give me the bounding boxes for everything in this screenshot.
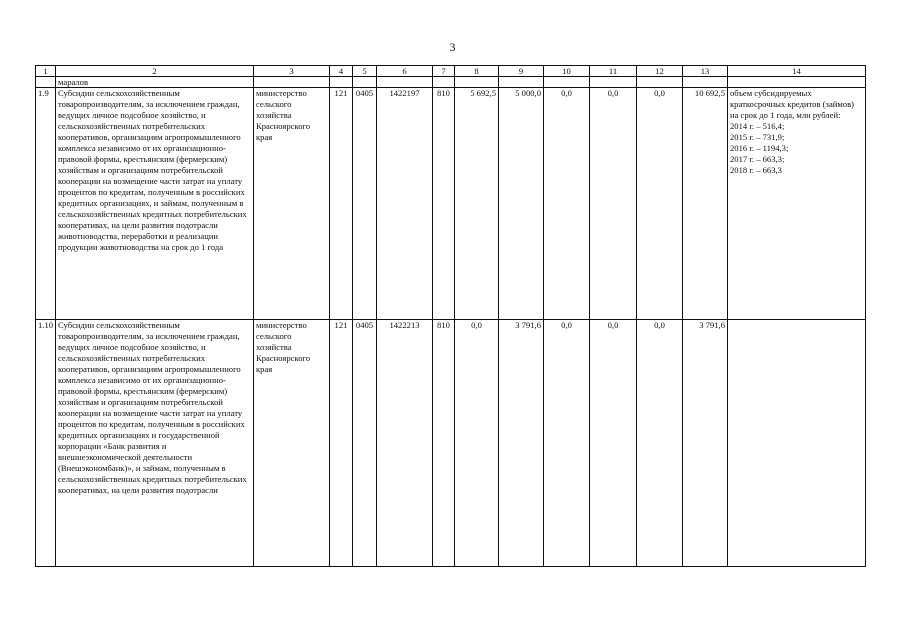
expense-type-code: 810 bbox=[433, 320, 455, 567]
amount-col11: 0,0 bbox=[590, 320, 637, 567]
program-table bbox=[35, 65, 866, 567]
header-cell: 3 bbox=[254, 66, 330, 77]
amount-col8: 0,0 bbox=[455, 320, 499, 567]
header-cell: 11 bbox=[590, 66, 637, 77]
header-cell: 7 bbox=[433, 66, 455, 77]
header-cell: 2 bbox=[56, 66, 254, 77]
amount-col12: 0,0 bbox=[637, 88, 683, 320]
header-cell: 12 bbox=[637, 66, 683, 77]
row-number: 1.10 bbox=[36, 320, 56, 567]
amount-col10: 0,0 bbox=[544, 320, 590, 567]
table-row bbox=[36, 88, 866, 320]
header-cell: 5 bbox=[353, 66, 377, 77]
table-row bbox=[36, 320, 866, 567]
grbs-code: 121 bbox=[330, 88, 353, 320]
expected-result bbox=[728, 320, 866, 567]
amount-col12: 0,0 bbox=[637, 320, 683, 567]
grbs-code: 121 bbox=[330, 320, 353, 567]
header-cell: 14 bbox=[728, 66, 866, 77]
amount-col10: 0,0 bbox=[544, 88, 590, 320]
section-code: 0405 bbox=[353, 88, 377, 320]
continuation-row bbox=[36, 77, 866, 88]
target-code: 1422213 bbox=[377, 320, 433, 567]
header-cell: 1 bbox=[36, 66, 56, 77]
target-code: 1422197 bbox=[377, 88, 433, 320]
header-row bbox=[36, 66, 866, 77]
expected-result bbox=[728, 88, 866, 320]
section-code: 0405 bbox=[353, 320, 377, 567]
measure-name: Субсидии сельскохозяйственным товаропроизводителям, за исключением граждан, ведущих личное подсобное хозяйство, и сельскохозяйственных потребительских кооперативов, организациям агропромышленного комплекса независимо от их организационно-правовой формы, крестьянским (фермерским) хозяйствам и организациям потребительской кооперации на возмещение части затрат на уплату процентов по кредитам, полученным в российских кредитных организациях и государственной корпорации «Банк развития и внешнеэкономической деятельности (Внешэкономбанк)», и займам, полученным в сельскохозяйственных кредитных потребительских кооперативах, на цели развития подотрасли bbox=[56, 320, 254, 567]
header-cell: 6 bbox=[377, 66, 433, 77]
ministry-name: министерство сельского хозяйства Красноярского края bbox=[254, 320, 330, 567]
header-cell: 13 bbox=[683, 66, 728, 77]
header-cell: 8 bbox=[455, 66, 499, 77]
amount-col9: 3 791,6 bbox=[499, 320, 544, 567]
amount-col11: 0,0 bbox=[590, 88, 637, 320]
header-cell: 10 bbox=[544, 66, 590, 77]
page-number: 3 bbox=[449, 40, 456, 54]
continuation-text: маралов bbox=[56, 77, 254, 88]
year-value: 2016 г. – 1194,3; bbox=[730, 143, 789, 153]
year-value: 2014 г. – 516,4; bbox=[730, 121, 785, 131]
ministry-name: министерство сельского хозяйства Красноярского края bbox=[254, 88, 330, 320]
year-value: 2015 г. – 731,9; bbox=[730, 132, 785, 142]
row-number: 1.9 bbox=[36, 88, 56, 320]
amount-col8: 5 692,5 bbox=[455, 88, 499, 320]
header-cell: 9 bbox=[499, 66, 544, 77]
amount-col9: 5 000,0 bbox=[499, 88, 544, 320]
result-title: объем субсидируемых краткосрочных кредитов (займов) на срок до 1 года, млн рублей: bbox=[730, 88, 855, 120]
year-value: 2018 г. – 663,3 bbox=[730, 165, 782, 175]
total-amount: 3 791,6 bbox=[683, 320, 728, 567]
header-cell: 4 bbox=[330, 66, 353, 77]
expense-type-code: 810 bbox=[433, 88, 455, 320]
measure-name: Субсидии сельскохозяйственным товаропроизводителям, за исключением граждан, ведущих личное подсобное хозяйство, и сельскохозяйственных потребительских кооперативов, организациям агропромышленного комплекса независимо от их организационно-правовой формы, крестьянским (фермерским) хозяйствам и организациям потребительской кооперации на возмещение части затрат на уплату процентов по кредитам, полученным в российских кредитных организациях, и займам, полученным в сельскохозяйственных кредитных потребительских кооперативах, на цели развития подотрасли животноводства, переработки и реализации продукции животноводства на срок до 1 года bbox=[56, 88, 254, 320]
year-value: 2017 г. – 663,3; bbox=[730, 154, 785, 164]
total-amount: 10 692,5 bbox=[683, 88, 728, 320]
